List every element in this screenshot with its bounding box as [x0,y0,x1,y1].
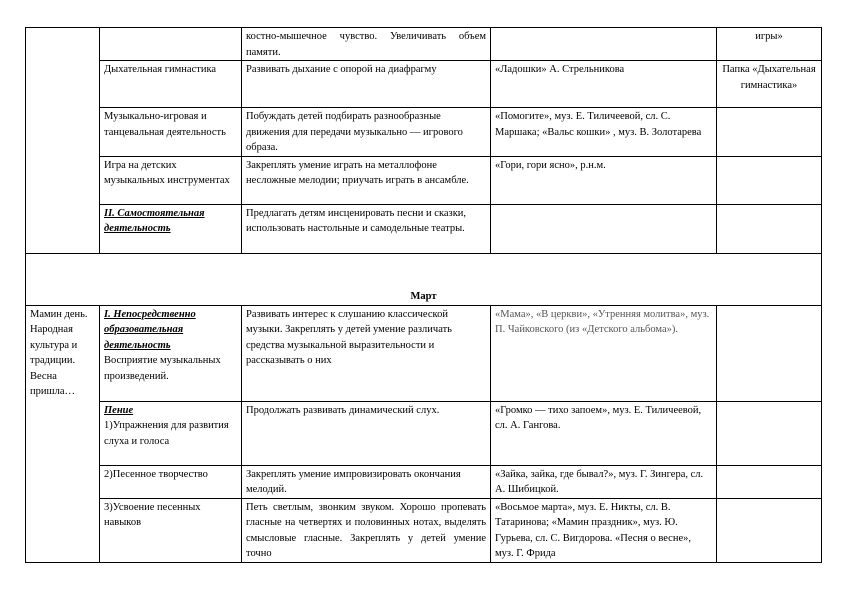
table-row [26,204,822,253]
theme-cell [26,28,100,254]
goals-cell: Предлагать детям инсценировать песни и сказки, использовать настольные и самодельные театры. [242,204,491,253]
activity-title: I. Непосредственно образовательная деятельность [104,308,196,351]
goals-cell: Закреплять умение играть на металлофоне несложные мелодии; приучать играть в ансамбле. [242,156,491,204]
repertoire-cell [491,204,717,253]
table-row [26,156,822,204]
table-row [26,401,822,465]
repertoire-cell: «Помогите», муз. Е. Тиличеевой, сл. С. Маршака; «Вальс кошки» , муз. В. Золотарева [491,108,717,157]
repertoire-cell: «Восьмое марта», муз. Е. Никты, сл. В. Татаринова; «Мамин праздник», муз. Ю. Гурьева, сл. С. Вигдорова. «Песня о весне», муз. Г. Фрида [491,498,717,562]
goals-cell: костно-мышечное чувство. Увеличивать объем памяти. [242,28,491,61]
repertoire-cell: «Громко — тихо запоем», муз. Е. Тиличеевой, сл. А. Гангова. [491,401,717,465]
activity-cell: Игра на детских музыкальных инструментах [100,156,242,204]
month-heading: Март [26,253,822,305]
goals-cell: Петь светлым, звонким звуком. Хорошо пропевать гласные на четвертях и половинных нотах, выделять смысловые гласные. Закреплять у детей умение точно [242,498,491,562]
activity-title: II. Самостоятельная деятельность [100,204,242,253]
activity-cell [100,305,242,401]
month-row [26,253,822,305]
repertoire-cell: «Зайка, зайка, где бывал?», муз. Г. Зингера, сл. А. Шибицкой. [491,465,717,498]
theme-cell: Мамин день. Народная культура и традиции. Весна пришла… [26,305,100,562]
materials-cell [717,108,822,157]
materials-cell [717,498,822,562]
repertoire-cell: «Мама», «В церкви», «Утренняя молитва», муз. П. Чайковского (из «Детского альбома»). [491,305,717,401]
activity-cell [100,28,242,61]
materials-cell [717,156,822,204]
materials-cell [717,401,822,465]
materials-cell [717,204,822,253]
activity-cell: Дыхательная гимнастика [100,61,242,108]
materials-cell [717,465,822,498]
repertoire-cell: «Ладошки» А. Стрельникова [491,61,717,108]
activity-cell [100,401,242,465]
table-row [26,305,822,401]
materials-cell [717,305,822,401]
activity-cell: Музыкально-игровая и танцевальная деятельность [100,108,242,157]
activity-title: Пение [104,404,134,416]
materials-cell: Папка «Дыхательная гимнастика» [717,61,822,108]
goals-cell: Побуждать детей подбирать разнообразные движения для передачи музыкально — игрового образа. [242,108,491,157]
activity-cell: 3)Усвоение песенных навыков [100,498,242,562]
activity-cell: 2)Песенное творчество [100,465,242,498]
repertoire-cell: «Гори, гори ясно», р.н.м. [491,156,717,204]
goals-cell: Продолжать развивать динамический слух. [242,401,491,465]
table-row [26,465,822,498]
table-row [26,28,822,61]
table-row [26,108,822,157]
activity-subtitle: Восприятие музыкальных произведений. [104,355,221,382]
repertoire-cell [491,28,717,61]
table-row [26,498,822,562]
goals-cell: Закреплять умение импровизировать окончания мелодий. [242,465,491,498]
lesson-plan-table [25,27,822,563]
materials-cell: игры» [717,28,822,61]
goals-cell: Развивать интерес к слушанию классической музыки. Закреплять у детей умение различать средства музыкальной выразительности и рассказывать о них [242,305,491,401]
activity-subtitle: 1)Упражнения для развития слуха и голоса [104,420,229,447]
goals-cell: Развивать дыхание с опорой на диафрагму [242,61,491,108]
table-row [26,61,822,108]
